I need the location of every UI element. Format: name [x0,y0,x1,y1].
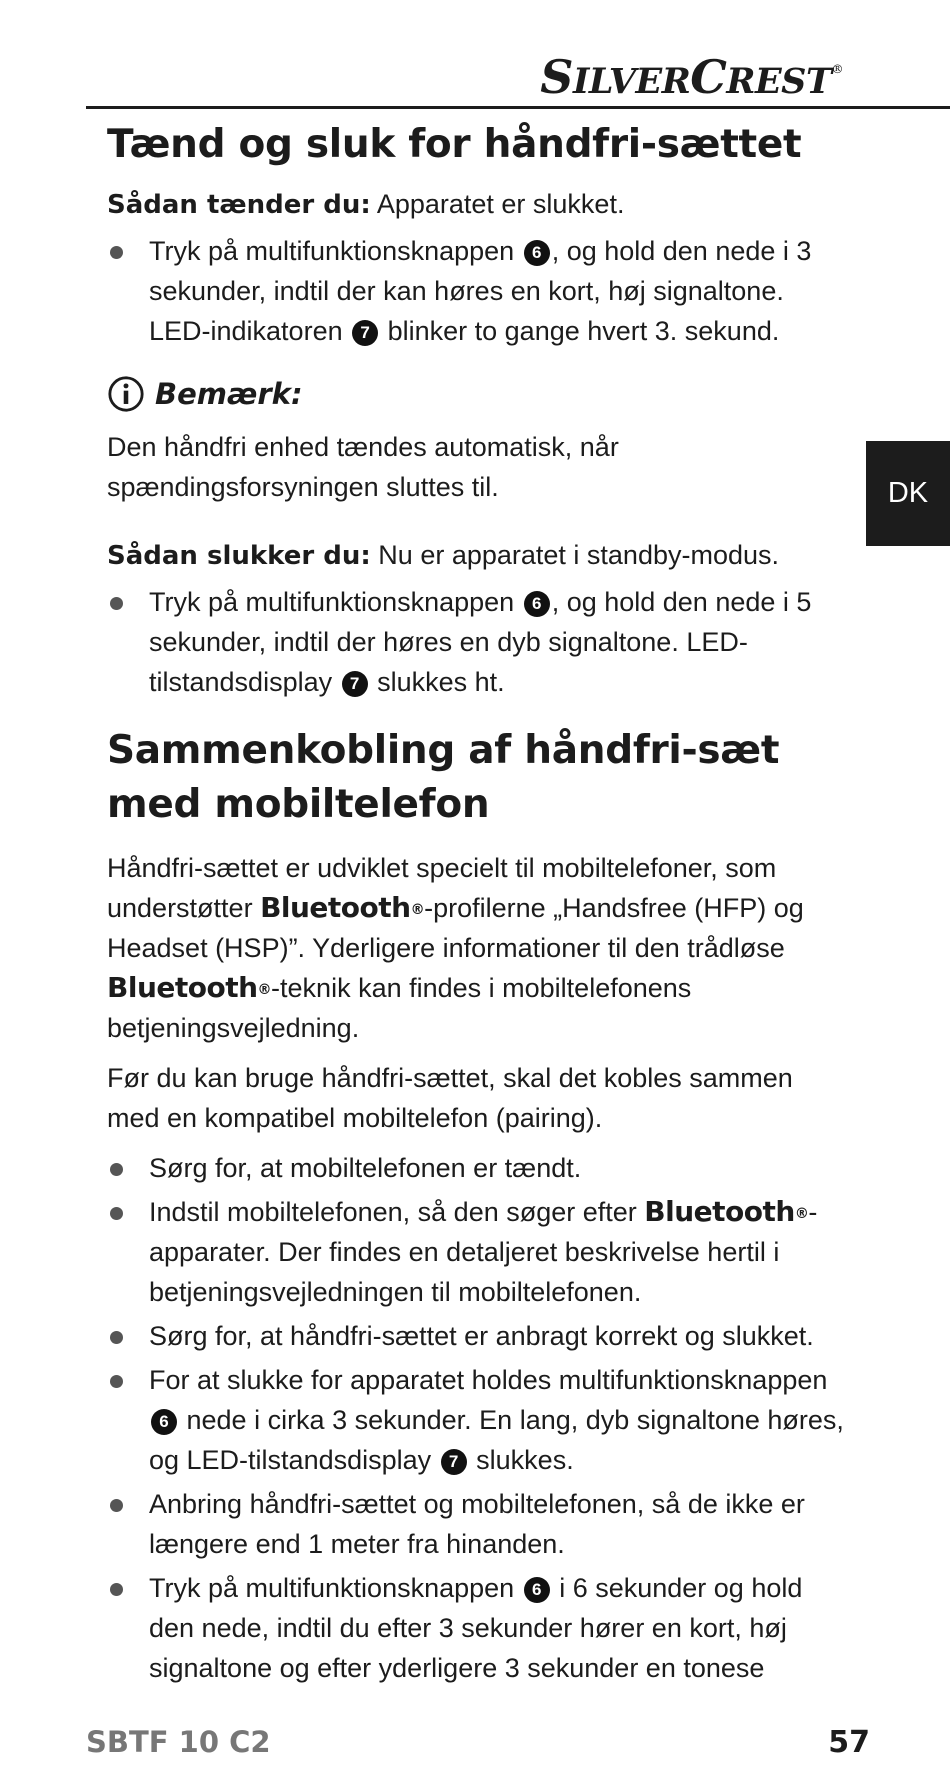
lead-label: Sådan slukker du: [107,541,371,571]
bullet-icon [110,1583,123,1596]
paragraph [107,535,847,576]
text: Tryk på multifunktionsknappen [149,236,522,266]
number-badge: 6 [524,591,550,617]
registered-mark: ® [257,982,272,998]
text: slukkes. [468,1445,574,1475]
model-number: SBTF 10 C2 [86,1725,271,1759]
text: Nu er apparatet i standby-modus. [370,540,780,570]
paragraph [107,848,847,1048]
bullet-list [107,582,847,702]
number-badge: 6 [151,1409,177,1435]
text: Bluetooth [107,971,258,1004]
text: Sørg for, at mobiltelefonen er tændt. [149,1153,582,1183]
text: -profilerne „Handsfree (HFP) og Headset (HSP)”. Yderligere informationer til den trådløse [107,893,804,963]
note-text: Den håndfri enhed tændes automatisk, når spændingsforsyningen sluttes til. [107,432,619,502]
list-item [107,1484,847,1564]
bluetooth-wordmark [107,971,271,1004]
bullet-icon [110,1499,123,1512]
brand-letter: S [540,50,574,104]
bullet-icon [110,1207,123,1220]
brand-text: REST [726,61,832,102]
text: , og hold den nede i 3 sekunder, indtil der kan høres en kort, høj signaltone. LED-indikatoren [149,236,812,346]
bluetooth-wordmark [260,891,424,924]
list-item [107,1192,847,1312]
registered-mark: ® [410,902,425,918]
bullet-list [107,1148,847,1688]
list-item [107,1148,847,1188]
list-item [107,1568,847,1688]
text: i 6 sekunder og hold den nede, indtil du efter 3 sekunder hører en kort, høj signaltone og efter yderligere 3 sekunder en tonesе [149,1573,803,1683]
text: , og hold den nede i 5 sekunder, indtil der høres en dyb signaltone. LED-tilstandsdisplay [149,587,812,697]
lead-label: Sådan tænder du: [107,190,371,220]
text: Bluetooth [644,1195,795,1228]
number-badge: 7 [342,671,368,697]
page-content [107,118,847,1692]
bullet-icon [110,1331,123,1344]
text: For at slukke for apparatet holdes multifunktionsknappen [149,1365,828,1395]
number-badge: 6 [524,1577,550,1603]
text: Apparatet er slukket. [370,189,625,219]
brand-logo [540,50,843,104]
text: Håndfri-sættet er udviklet specielt til mobiltelefoner, som understøtter [107,853,777,923]
note-heading [107,375,847,413]
text: Indstil mobiltelefonen, så den søger efter [149,1197,645,1227]
number-badge: 7 [352,320,378,346]
list-item [107,1316,847,1356]
info-icon [107,375,145,413]
list-item [107,582,847,702]
paragraph: Før du kan bruge håndfri-sættet, skal det kobles sammen med en kompatibel mobiltelefon (pairing). [107,1063,793,1133]
registered-mark: ® [794,1206,809,1222]
number-badge: 7 [441,1449,467,1475]
paragraph [107,184,847,225]
bullet-list [107,231,847,351]
text: slukkes ht. [369,667,505,697]
text: Bluetooth [260,891,411,924]
list-item [107,231,847,351]
text: Tryk på multifunktionsknappen [149,587,522,617]
text: -apparater. Der findes en detaljeret beskrivelse hertil i betjeningsvejledningen til mobiltelefonen. [149,1197,818,1307]
brand-letter: C [690,50,727,104]
text: blinker to gange hvert 3. sekund. [380,316,780,346]
list-item [107,1360,847,1480]
text: -teknik kan findes i mobiltelefonens betjeningsvejledning. [107,973,692,1043]
bullet-icon [110,1163,123,1176]
bullet-icon [110,1375,123,1388]
section-title: Sammenkobling af håndfri-sæt med mobiltelefon [107,728,780,827]
note-title: Bemærk: [155,377,303,411]
bluetooth-wordmark [644,1195,808,1228]
text: Sørg for, at håndfri-sættet er anbragt korrekt og slukket. [149,1321,814,1351]
bullet-icon [110,597,123,610]
text: Anbring håndfri-sættet og mobiltelefonen, så de ikke er længere end 1 meter fra hinanden. [149,1489,805,1559]
text: Tryk på multifunktionsknappen [149,1573,522,1603]
language-tab: DK [866,441,950,546]
page-number: 57 [828,1725,870,1760]
header-rule [86,106,950,109]
registered-mark: ® [831,62,843,76]
number-badge: 6 [524,240,550,266]
text: nede i cirka 3 sekunder. En lang, dyb signaltone høres, og LED-tilstandsdisplay [149,1405,844,1475]
bullet-icon [110,246,123,259]
section-title: Tænd og sluk for håndfri-sættet [107,122,802,167]
brand-text: ILVER [573,61,691,102]
